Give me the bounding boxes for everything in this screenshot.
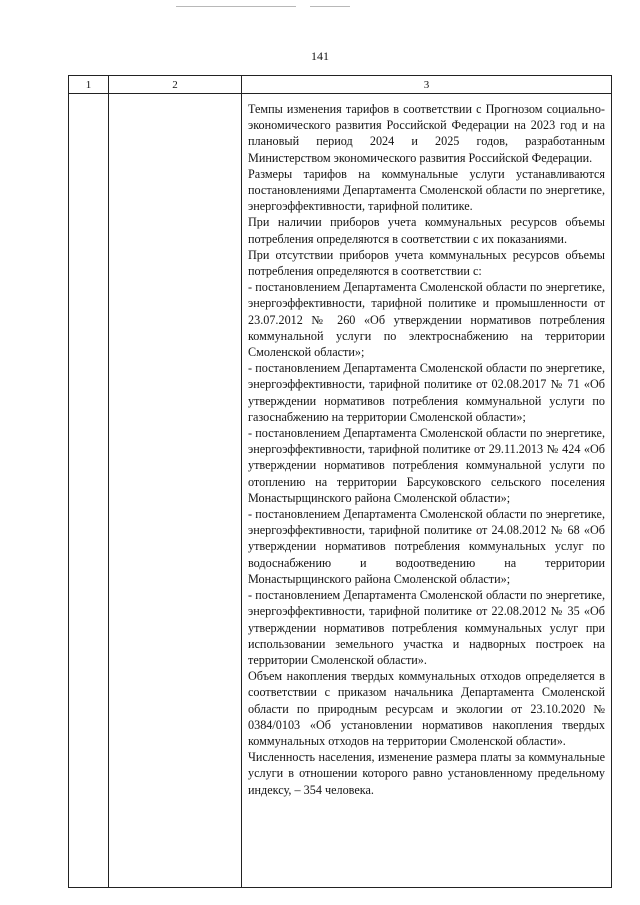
list-item-water: - постановлением Департамента Смоленской области по энергетике, энергоэффективности, тарифной политике от 24.08.2012 № 68 «Об утверждении нормативов потребления коммунальных услуг по водоснабжению и водоотведению на территории Монастырщинского района Смоленской области»; <box>248 507 605 586</box>
list-item-electricity: - постановлением Департамента Смоленской области по энергетике, энергоэффективности, тарифной политике и промышленности от 23.07.2012 № 260 «Об утверждении нормативов потребления коммунальной услуги по электроснабжению на территории Смоленской области»; <box>248 280 605 360</box>
paragraph-tariff-rates: Темпы изменения тарифов в соответствии с Прогнозом социально-экономического развития Российской Федерации на 2023 год и на плановый период 2024 и 2025 годов, разработанным Министерством экономического развития Российской Федерации. <box>248 102 605 165</box>
page-number: 141 <box>311 49 329 63</box>
cell-col-3 <box>242 94 612 888</box>
table-row <box>69 94 612 888</box>
column-header-3: 3 <box>242 76 612 94</box>
list-item-land-plot: - постановлением Департамента Смоленской области по энергетике, энергоэффективности, тарифной политике от 22.08.2012 № 35 «Об утверждении нормативов потребления коммунальных услуг при использовании земельного участка и надворных построек на территории Смоленской области». <box>248 588 605 667</box>
table-header-row <box>69 76 612 94</box>
cell-col-2 <box>109 94 242 888</box>
paragraph-with-meters: При наличии приборов учета коммунальных ресурсов объемы потребления определяются в соответствии с их показаниями. <box>248 215 605 246</box>
scan-artifact-line <box>176 6 296 7</box>
document-table <box>68 75 612 888</box>
paragraph-population: Численность населения, изменение размера платы за коммунальные услуги в отношении которого равно установленному предельному индексу, – 354 человека. <box>248 750 605 797</box>
paragraph-solid-waste: Объем накопления твердых коммунальных отходов определяется в соответствии с приказом начальника Департамента Смоленской области по природным ресурсам и экологии от 23.10.2020 № 0384/0103 «Об установлении нормативов накопления твердых коммунальных отходов на территории Смоленской области». <box>248 669 605 748</box>
cell-col-1 <box>69 94 109 888</box>
paragraph-without-meters: При отсутствии приборов учета коммунальных ресурсов объемы потребления определяются в соответствии с: <box>248 247 605 279</box>
cell-text <box>242 94 611 798</box>
list-item-gas: - постановлением Департамента Смоленской области по энергетике, энергоэффективности, тарифной политике от 02.08.2017 № 71 «Об утверждении нормативов потребления коммунальной услуги по газоснабжению на территории Смоленской области»; <box>248 361 605 424</box>
list-item-heating: - постановлением Департамента Смоленской области по энергетике, энергоэффективности, тарифной политике от 29.11.2013 № 424 «Об утверждении нормативов потребления коммунальной услуги по отоплению на территории Барсуковского сельского поселения Монастырщинского района Смоленской области»; <box>248 426 605 505</box>
column-header-1: 1 <box>69 76 109 94</box>
column-header-2: 2 <box>109 76 242 94</box>
scan-artifact-line <box>310 6 350 7</box>
paragraph-tariff-sizes: Размеры тарифов на коммунальные услуги устанавливаются постановлениями Департамента Смоленской области по энергетике, энергоэффективности, тарифной политике. <box>248 166 605 214</box>
